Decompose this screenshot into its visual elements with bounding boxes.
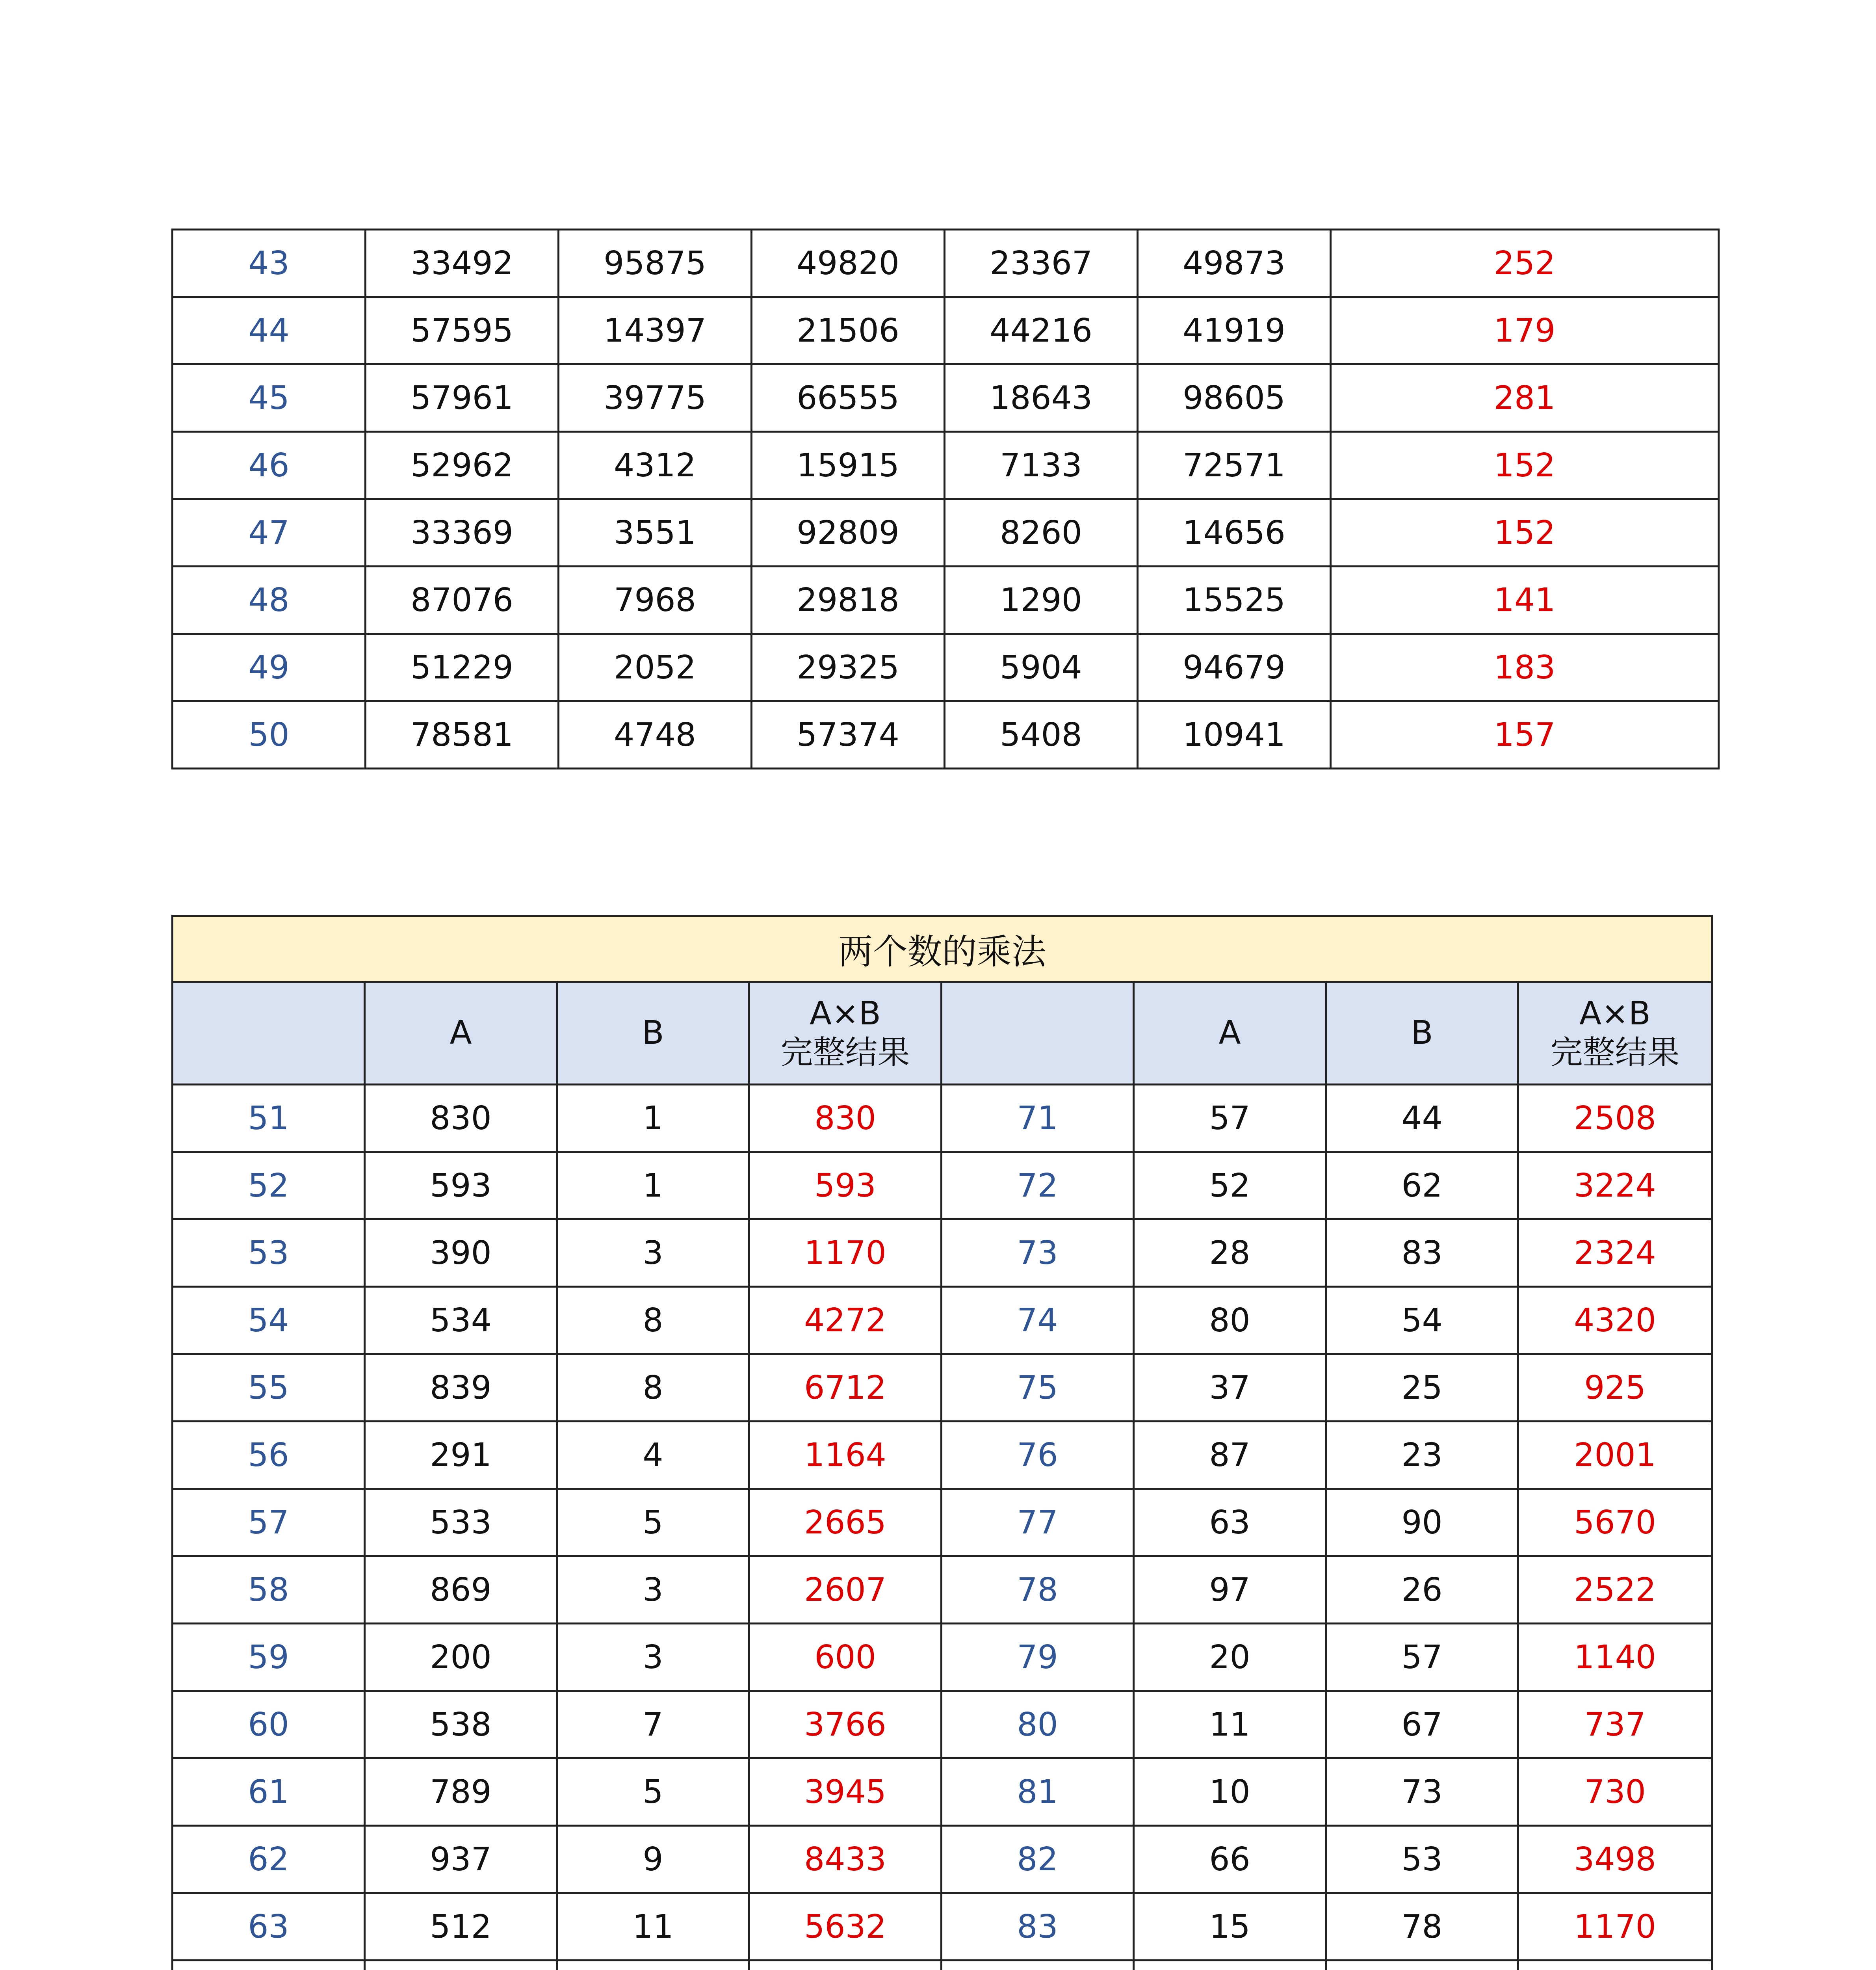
table-title-row xyxy=(173,916,1712,982)
product-left: 8433 xyxy=(749,1826,942,1893)
value-cell: 4312 xyxy=(559,432,752,499)
value-cell: 92809 xyxy=(752,499,945,567)
value-cell: 41919 xyxy=(1138,297,1331,364)
product-left: 830 xyxy=(749,1085,942,1152)
operand-b-left: 3 xyxy=(557,1556,749,1624)
table-row xyxy=(173,364,1719,432)
value-cell: 10941 xyxy=(1138,701,1331,769)
operand-b-right: 57 xyxy=(1326,1624,1518,1691)
operand-b-right xyxy=(1326,1961,1518,1970)
table-row xyxy=(173,1556,1712,1624)
row-index-right: 76 xyxy=(942,1422,1134,1489)
value-cell: 23367 xyxy=(945,230,1138,297)
table-header-row xyxy=(173,982,1712,1085)
header-index-left xyxy=(173,982,365,1085)
header-result-line1: A×B xyxy=(1579,995,1651,1033)
operand-b-left: 3 xyxy=(557,1219,749,1287)
value-cell: 33369 xyxy=(366,499,559,567)
operand-a-left: 512 xyxy=(365,1893,557,1961)
operand-b-left: 5 xyxy=(557,1489,749,1556)
row-index-right: 83 xyxy=(942,1893,1134,1961)
row-index: 45 xyxy=(173,364,366,432)
operand-b-right: 44 xyxy=(1326,1085,1518,1152)
operand-a-left: 593 xyxy=(365,1152,557,1219)
operand-b-left: 8 xyxy=(557,1354,749,1422)
product-right: 925 xyxy=(1518,1354,1712,1422)
row-index-right: 81 xyxy=(942,1758,1134,1826)
operand-a-left: 869 xyxy=(365,1556,557,1624)
row-index: 43 xyxy=(173,230,366,297)
operand-a-left: 200 xyxy=(365,1624,557,1691)
multiplication-table xyxy=(171,915,1713,1970)
table-title: 两个数的乘法 xyxy=(173,916,1712,982)
operand-a-left: 390 xyxy=(365,1219,557,1287)
operand-a-right: 10 xyxy=(1134,1758,1326,1826)
product-left: 593 xyxy=(749,1152,942,1219)
operand-a-right: 52 xyxy=(1134,1152,1326,1219)
header-b-right: B xyxy=(1326,982,1518,1085)
product-right: 737 xyxy=(1518,1691,1712,1758)
operand-b-left: 1 xyxy=(557,1085,749,1152)
operand-a-right: 66 xyxy=(1134,1826,1326,1893)
row-index-left: 63 xyxy=(173,1893,365,1961)
operand-a-right xyxy=(1134,1961,1326,1970)
product-left: 3766 xyxy=(749,1691,942,1758)
product-left xyxy=(749,1961,942,1970)
table-row xyxy=(173,701,1719,769)
operand-b-right: 23 xyxy=(1326,1422,1518,1489)
value-cell: 33492 xyxy=(366,230,559,297)
operand-a-left: 937 xyxy=(365,1826,557,1893)
header-result-line1: A×B xyxy=(809,995,881,1033)
operand-a-right: 20 xyxy=(1134,1624,1326,1691)
top-table-body xyxy=(173,230,1719,769)
operand-a-left: 534 xyxy=(365,1287,557,1354)
value-cell: 8260 xyxy=(945,499,1138,567)
operand-b-left: 3 xyxy=(557,1624,749,1691)
value-cell: 52962 xyxy=(366,432,559,499)
value-cell: 95875 xyxy=(559,230,752,297)
product-left: 6712 xyxy=(749,1354,942,1422)
product-right: 730 xyxy=(1518,1758,1712,1826)
operand-a-left: 291 xyxy=(365,1422,557,1489)
value-cell: 7133 xyxy=(945,432,1138,499)
row-index-left: 58 xyxy=(173,1556,365,1624)
table-row xyxy=(173,499,1719,567)
value-cell: 5904 xyxy=(945,634,1138,701)
header-result-line2: 完整结果 xyxy=(780,1033,910,1071)
row-index: 46 xyxy=(173,432,366,499)
value-cell: 87076 xyxy=(366,567,559,634)
table-row xyxy=(173,1893,1712,1961)
header-b-left: B xyxy=(557,982,749,1085)
operand-b-right: 53 xyxy=(1326,1826,1518,1893)
row-index-left xyxy=(173,1961,365,1970)
value-cell: 78581 xyxy=(366,701,559,769)
value-cell: 15915 xyxy=(752,432,945,499)
table-row xyxy=(173,1489,1712,1556)
row-index: 44 xyxy=(173,297,366,364)
header-index-right xyxy=(942,982,1134,1085)
table-row xyxy=(173,1287,1712,1354)
result-cell: 252 xyxy=(1331,230,1719,297)
operand-b-right: 67 xyxy=(1326,1691,1518,1758)
product-left: 4272 xyxy=(749,1287,942,1354)
operand-a-left: 839 xyxy=(365,1354,557,1422)
top-sum-table xyxy=(171,229,1720,769)
operand-a-right: 87 xyxy=(1134,1422,1326,1489)
operand-b-left xyxy=(557,1961,749,1970)
product-left: 1170 xyxy=(749,1219,942,1287)
operand-b-right: 78 xyxy=(1326,1893,1518,1961)
operand-a-right: 11 xyxy=(1134,1691,1326,1758)
value-cell: 29818 xyxy=(752,567,945,634)
header-result-line2: 完整结果 xyxy=(1550,1033,1680,1071)
value-cell: 18643 xyxy=(945,364,1138,432)
row-index-left: 59 xyxy=(173,1624,365,1691)
row-index: 50 xyxy=(173,701,366,769)
product-right: 5670 xyxy=(1518,1489,1712,1556)
row-index-left: 54 xyxy=(173,1287,365,1354)
row-index: 48 xyxy=(173,567,366,634)
table-row xyxy=(173,1826,1712,1893)
table-row xyxy=(173,297,1719,364)
row-index-right: 77 xyxy=(942,1489,1134,1556)
operand-a-right: 97 xyxy=(1134,1556,1326,1624)
operand-b-right: 73 xyxy=(1326,1758,1518,1826)
value-cell: 44216 xyxy=(945,297,1138,364)
product-right: 2001 xyxy=(1518,1422,1712,1489)
operand-b-left: 11 xyxy=(557,1893,749,1961)
value-cell: 39775 xyxy=(559,364,752,432)
value-cell: 72571 xyxy=(1138,432,1331,499)
product-left: 2607 xyxy=(749,1556,942,1624)
row-index-right: 73 xyxy=(942,1219,1134,1287)
value-cell: 49873 xyxy=(1138,230,1331,297)
row-index-right: 82 xyxy=(942,1826,1134,1893)
table-row xyxy=(173,1961,1712,1970)
table-row xyxy=(173,1422,1712,1489)
operand-a-right: 80 xyxy=(1134,1287,1326,1354)
operand-a-left: 830 xyxy=(365,1085,557,1152)
table-row xyxy=(173,1219,1712,1287)
table-row xyxy=(173,230,1719,297)
table-row xyxy=(173,1152,1712,1219)
value-cell: 5408 xyxy=(945,701,1138,769)
operand-b-left: 5 xyxy=(557,1758,749,1826)
row-index-left: 55 xyxy=(173,1354,365,1422)
result-cell: 281 xyxy=(1331,364,1719,432)
operand-b-right: 83 xyxy=(1326,1219,1518,1287)
product-left: 1164 xyxy=(749,1422,942,1489)
row-index-right: 79 xyxy=(942,1624,1134,1691)
header-result-right xyxy=(1518,982,1712,1085)
row-index: 49 xyxy=(173,634,366,701)
operand-b-left: 4 xyxy=(557,1422,749,1489)
value-cell: 14656 xyxy=(1138,499,1331,567)
value-cell: 98605 xyxy=(1138,364,1331,432)
value-cell: 66555 xyxy=(752,364,945,432)
table-row xyxy=(173,567,1719,634)
operand-b-left: 1 xyxy=(557,1152,749,1219)
operand-a-right: 37 xyxy=(1134,1354,1326,1422)
row-index-left: 61 xyxy=(173,1758,365,1826)
header-result-left xyxy=(749,982,942,1085)
operand-a-right: 15 xyxy=(1134,1893,1326,1961)
operand-b-right: 90 xyxy=(1326,1489,1518,1556)
row-index-right: 80 xyxy=(942,1691,1134,1758)
result-cell: 152 xyxy=(1331,432,1719,499)
row-index-left: 51 xyxy=(173,1085,365,1152)
row-index-left: 57 xyxy=(173,1489,365,1556)
multiplication-table-body xyxy=(173,916,1712,1970)
value-cell: 94679 xyxy=(1138,634,1331,701)
result-cell: 183 xyxy=(1331,634,1719,701)
product-left: 2665 xyxy=(749,1489,942,1556)
value-cell: 51229 xyxy=(366,634,559,701)
product-right: 1140 xyxy=(1518,1624,1712,1691)
row-index-right: 71 xyxy=(942,1085,1134,1152)
result-cell: 141 xyxy=(1331,567,1719,634)
product-right: 4320 xyxy=(1518,1287,1712,1354)
row-index-right xyxy=(942,1961,1134,1970)
product-right: 2324 xyxy=(1518,1219,1712,1287)
product-right: 2508 xyxy=(1518,1085,1712,1152)
operand-b-right: 54 xyxy=(1326,1287,1518,1354)
value-cell: 49820 xyxy=(752,230,945,297)
value-cell: 57595 xyxy=(366,297,559,364)
value-cell: 29325 xyxy=(752,634,945,701)
operand-b-left: 7 xyxy=(557,1691,749,1758)
result-cell: 157 xyxy=(1331,701,1719,769)
result-cell: 152 xyxy=(1331,499,1719,567)
operand-a-left xyxy=(365,1961,557,1970)
row-index-left: 52 xyxy=(173,1152,365,1219)
product-right: 1170 xyxy=(1518,1893,1712,1961)
operand-b-left: 9 xyxy=(557,1826,749,1893)
operand-a-left: 789 xyxy=(365,1758,557,1826)
row-index-right: 72 xyxy=(942,1152,1134,1219)
operand-a-right: 28 xyxy=(1134,1219,1326,1287)
value-cell: 3551 xyxy=(559,499,752,567)
row-index: 47 xyxy=(173,499,366,567)
row-index-left: 60 xyxy=(173,1691,365,1758)
row-index-right: 75 xyxy=(942,1354,1134,1422)
row-index-right: 78 xyxy=(942,1556,1134,1624)
operand-a-right: 57 xyxy=(1134,1085,1326,1152)
product-right: 3498 xyxy=(1518,1826,1712,1893)
value-cell: 2052 xyxy=(559,634,752,701)
product-left: 3945 xyxy=(749,1758,942,1826)
operand-b-left: 8 xyxy=(557,1287,749,1354)
value-cell: 57961 xyxy=(366,364,559,432)
row-index-left: 56 xyxy=(173,1422,365,1489)
header-a-right: A xyxy=(1134,982,1326,1085)
operand-a-right: 63 xyxy=(1134,1489,1326,1556)
row-index-left: 62 xyxy=(173,1826,365,1893)
header-a-left: A xyxy=(365,982,557,1085)
table-row xyxy=(173,634,1719,701)
table-row xyxy=(173,1354,1712,1422)
value-cell: 14397 xyxy=(559,297,752,364)
table-row xyxy=(173,1758,1712,1826)
table-row xyxy=(173,1085,1712,1152)
result-cell: 179 xyxy=(1331,297,1719,364)
operand-b-right: 62 xyxy=(1326,1152,1518,1219)
product-left: 600 xyxy=(749,1624,942,1691)
row-index-right: 74 xyxy=(942,1287,1134,1354)
product-right xyxy=(1518,1961,1712,1970)
operand-a-left: 538 xyxy=(365,1691,557,1758)
row-index-left: 53 xyxy=(173,1219,365,1287)
value-cell: 15525 xyxy=(1138,567,1331,634)
operand-b-right: 26 xyxy=(1326,1556,1518,1624)
product-right: 2522 xyxy=(1518,1556,1712,1624)
table-row xyxy=(173,432,1719,499)
table-row xyxy=(173,1624,1712,1691)
table-row xyxy=(173,1691,1712,1758)
value-cell: 4748 xyxy=(559,701,752,769)
value-cell: 1290 xyxy=(945,567,1138,634)
value-cell: 7968 xyxy=(559,567,752,634)
value-cell: 21506 xyxy=(752,297,945,364)
product-right: 3224 xyxy=(1518,1152,1712,1219)
value-cell: 57374 xyxy=(752,701,945,769)
operand-b-right: 25 xyxy=(1326,1354,1518,1422)
operand-a-left: 533 xyxy=(365,1489,557,1556)
product-left: 5632 xyxy=(749,1893,942,1961)
